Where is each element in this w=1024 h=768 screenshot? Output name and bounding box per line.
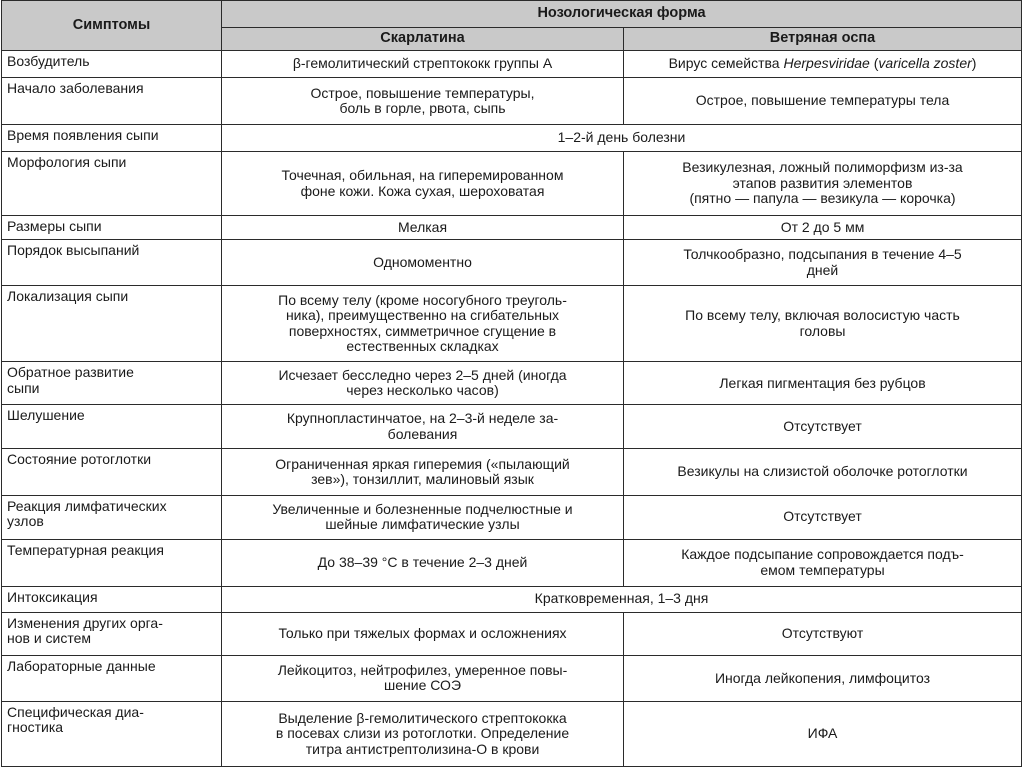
chickenpox-cell: Толчкообразно, подсыпания в течение 4–5 дней <box>624 240 1022 286</box>
symptom-cell: Морфология сыпи <box>2 152 222 216</box>
table-body <box>2 51 1022 767</box>
symptom-cell: Начало заболевания <box>2 78 222 125</box>
table-row <box>2 286 1022 362</box>
symptom-cell: Реакция лимфатических узлов <box>2 495 222 539</box>
text-segment: ( <box>869 55 879 72</box>
scarlet-cell: Крупнопластинчатое, на 2–3-й неделе за- болевания <box>222 405 624 449</box>
symptom-cell: Интоксикация <box>2 586 222 612</box>
symptom-cell: Лабораторные данные <box>2 655 222 701</box>
italic-text: Herpesviridae <box>783 55 870 72</box>
table-row <box>2 701 1022 766</box>
chickenpox-cell: По всему телу, включая волосистую часть головы <box>624 286 1022 362</box>
symptom-cell: Локализация сыпи <box>2 286 222 362</box>
chickenpox-cell: Легкая пигментация без рубцов <box>624 362 1022 405</box>
scarlet-cell: Выделение β-гемолитического стрептококка в посевах слизи из ротоглотки. Определение титра антистрептолизина-О в крови <box>222 701 624 766</box>
scarlet-cell: Одномоментно <box>222 240 624 286</box>
comparison-table <box>1 0 1022 767</box>
shared-cell: Кратковременная, 1–3 дня <box>222 586 1022 612</box>
symptom-cell: Изменения других орга- нов и систем <box>2 612 222 655</box>
symptom-cell: Шелушение <box>2 405 222 449</box>
scarlet-cell: Исчезает бесследно через 2–5 дней (иногда через несколько часов) <box>222 362 624 405</box>
scarlet-cell: По всему телу (кроме носогубного треуголь- ника), преимущественно на сгибательных поверхностях, симметричное сгущение в естественных складках <box>222 286 624 362</box>
table-row <box>2 78 1022 125</box>
table-row <box>2 51 1022 78</box>
chickenpox-cell <box>624 51 1022 78</box>
text-segment: ) <box>971 55 977 72</box>
chickenpox-cell: Везикулы на слизистой оболочке ротоглотки <box>624 449 1022 495</box>
scarlet-cell: До 38–39 °С в течение 2–3 дней <box>222 539 624 586</box>
symptom-cell: Состояние ротоглотки <box>2 449 222 495</box>
scarlet-cell: Увеличенные и болезненные подчелюстные и шейные лимфатические узлы <box>222 495 624 539</box>
shared-cell: 1–2-й день болезни <box>222 125 1022 152</box>
symptom-cell: Возбудитель <box>2 51 222 78</box>
chickenpox-cell: ИФА <box>624 701 1022 766</box>
symptom-cell: Время появления сыпи <box>2 125 222 152</box>
table-header <box>2 1 1022 51</box>
table-row <box>2 240 1022 286</box>
header-symptoms: Симптомы <box>2 1 222 51</box>
table-row <box>2 152 1022 216</box>
table-row <box>2 495 1022 539</box>
header-nosological-form: Нозологическая форма <box>222 1 1022 28</box>
table-row <box>2 539 1022 586</box>
scarlet-cell: Мелкая <box>222 216 624 240</box>
scarlet-cell: Лейкоцитоз, нейтрофилез, умеренное повы- шение СОЭ <box>222 655 624 701</box>
symptom-cell: Обратное развитие сыпи <box>2 362 222 405</box>
table-row <box>2 216 1022 240</box>
chickenpox-cell: Отсутствует <box>624 495 1022 539</box>
table-row <box>2 612 1022 655</box>
scarlet-cell: β-гемолитический стрептококк группы А <box>222 51 624 78</box>
symptom-cell: Температурная реакция <box>2 539 222 586</box>
header-scarlet-fever: Скарлатина <box>222 28 624 51</box>
italic-text: varicella zoster <box>878 55 972 72</box>
chickenpox-cell: Отсутствует <box>624 405 1022 449</box>
chickenpox-cell: Иногда лейкопения, лимфоцитоз <box>624 655 1022 701</box>
table-row <box>2 125 1022 152</box>
table-row <box>2 449 1022 495</box>
scarlet-cell: Точечная, обильная, на гиперемированном фоне кожи. Кожа сухая, шероховатая <box>222 152 624 216</box>
table-row <box>2 655 1022 701</box>
symptom-cell: Специфическая диа- гностика <box>2 701 222 766</box>
scarlet-cell: Ограниченная яркая гиперемия («пылающий зев»), тонзиллит, малиновый язык <box>222 449 624 495</box>
chickenpox-cell: От 2 до 5 мм <box>624 216 1022 240</box>
table-row <box>2 362 1022 405</box>
text-segment: Вирус семейства <box>668 55 784 72</box>
symptom-cell: Порядок высыпаний <box>2 240 222 286</box>
chickenpox-cell: Каждое подсыпание сопровождается подъ- емом температуры <box>624 539 1022 586</box>
document-page <box>1 0 1021 767</box>
table-row <box>2 586 1022 612</box>
table-row <box>2 405 1022 449</box>
symptom-cell: Размеры сыпи <box>2 216 222 240</box>
chickenpox-cell: Везикулезная, ложный полиморфизм из-за этапов развития элементов (пятно — папула — везикула — корочка) <box>624 152 1022 216</box>
chickenpox-cell: Острое, повышение температуры тела <box>624 78 1022 125</box>
scarlet-cell: Острое, повышение температуры, боль в горле, рвота, сыпь <box>222 78 624 125</box>
scarlet-cell: Только при тяжелых формах и осложнениях <box>222 612 624 655</box>
header-chickenpox: Ветряная оспа <box>624 28 1022 51</box>
chickenpox-cell: Отсутствуют <box>624 612 1022 655</box>
